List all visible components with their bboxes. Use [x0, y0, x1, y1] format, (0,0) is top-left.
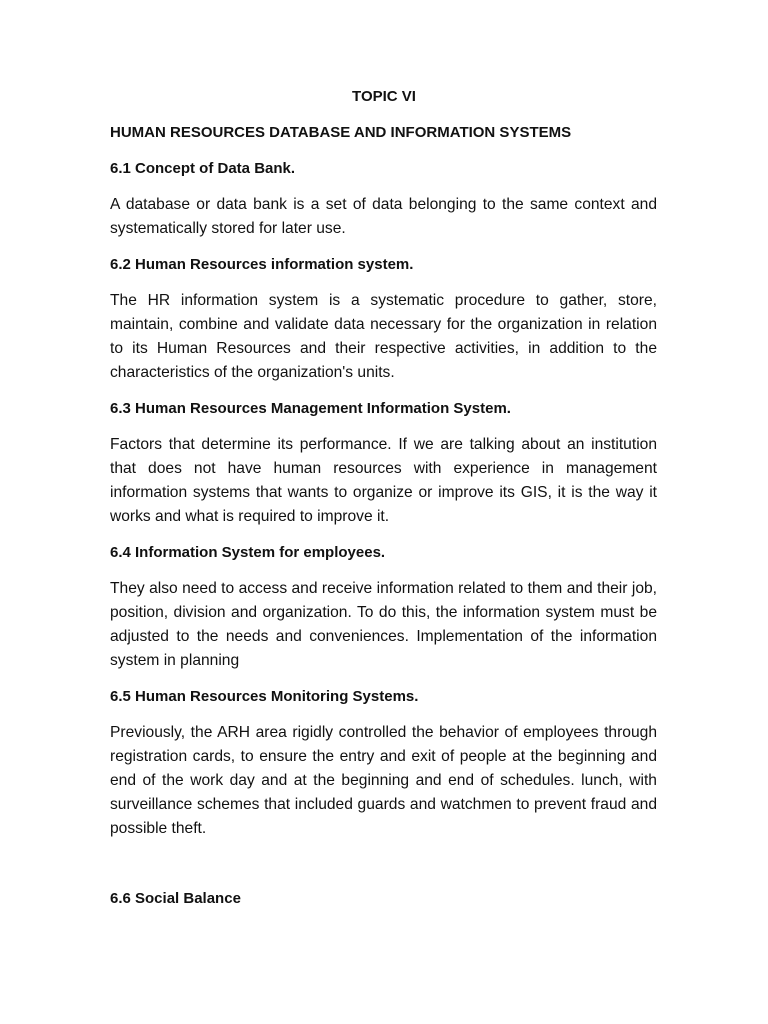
- section-heading-6-6: 6.6 Social Balance: [110, 890, 241, 907]
- main-heading: HUMAN RESOURCES DATABASE AND INFORMATION SYSTEMS: [110, 124, 572, 141]
- section-body-6-1: A database or data bank is a set of data belonging to the same context and systematically stored for later use.: [110, 196, 657, 237]
- topic-title: TOPIC VI: [352, 88, 416, 105]
- section-heading-6-5: 6.5 Human Resources Monitoring Systems.: [110, 688, 419, 705]
- section-heading-6-1: 6.1 Concept of Data Bank.: [110, 160, 296, 177]
- section-heading-6-2: 6.2 Human Resources information system.: [110, 256, 414, 273]
- section-body-6-4: They also need to access and receive information related to them and their job, position, division and organization. To do this, the information system must be adjusted to the needs and conveniences. Implementation of the information system in planning: [110, 580, 657, 669]
- section-body-6-5: Previously, the ARH area rigidly controlled the behavior of employees through registration cards, to ensure the entry and exit of people at the beginning and end of the work day and at the beginning and end of schedules. lunch, with surveillance schemes that included guards and watchmen to prevent fraud and possible theft.: [110, 724, 657, 837]
- section-heading-6-3: 6.3 Human Resources Management Information System.: [110, 400, 511, 417]
- section-heading-6-4: 6.4 Information System for employees.: [110, 544, 386, 561]
- section-body-6-3: Factors that determine its performance. If we are talking about an institution that does not have human resources with experience in management information systems that wants to organize or improve its GIS, it is the way it works and what is required to improve it.: [110, 436, 657, 525]
- section-body-6-2: The HR information system is a systematic procedure to gather, store, maintain, combine and validate data necessary for the organization in relation to its Human Resources and their respective activities, in addition to the characteristics of the organization's units.: [110, 292, 657, 381]
